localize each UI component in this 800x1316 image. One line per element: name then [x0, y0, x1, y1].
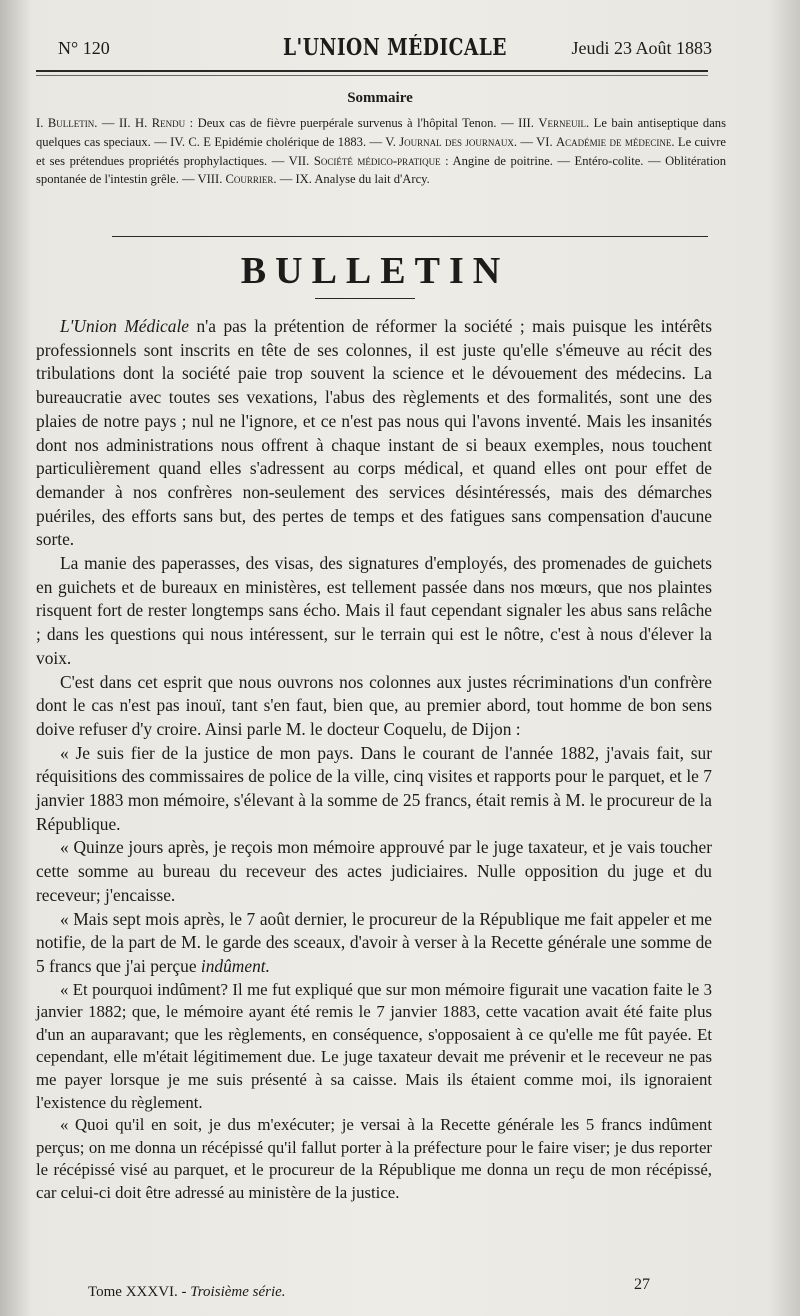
paragraph-3: C'est dans cet esprit que nous ouvrons nos colonnes aux justes récriminations d'un confrère dont le cas n'est pas inouï, tant s'en faut, bien que, au premier abord, tout homme de bon sens doive refuser d'y croire. Ainsi parle M. le docteur Coquelu, de Dijon : — [36, 671, 712, 739]
section-rule — [112, 236, 708, 237]
issue-number: N° 120 — [58, 38, 110, 58]
sommaire-text-part: : Deux cas de fièvre puerpérale survenus à l'hôpital Tenon. — III. — [185, 116, 539, 130]
sommaire-text-part: : Angine de poitrine. — Entéro-colite. — Oblitération spontanée de l'intestin grêle. — VIII. — [36, 153, 726, 187]
sommaire-text-part: . — IX. Analyse du lait d'Arcy. — [273, 172, 430, 187]
journal-title: L'UNION MÉDICALE — [283, 34, 507, 61]
header-rule-thin — [36, 75, 708, 76]
page-header — [58, 34, 712, 66]
series-text: Troisième série. — [190, 1284, 286, 1300]
sommaire-section-name: Journal des journaux — [399, 134, 514, 149]
paragraph-1-text: n'a pas la prétention de réformer la société ; mais puisque les intérêts professionnels sont inscrits en tête de ses colonnes, il est juste qu'elle s'émeuve au récit des tribulations dont la société paie trop souvent la science et le dévouement des médecins. La bureaucratie avec toutes ses vexations, l'abus des règlements et des formalités, sont une des plaies de notre pays ; nul ne l'ignore, et ce n'est pas nous qui l'avons inventé. Mais les insanités dont nos administrations nous offrent à chaque instant de si beaux exemples, nous touchent particulièrement quand elles s'adressent au corps médical, et quand elles ont pour effet de demander à nos confrères non-seulement des services désintéressés, mais des démarches puériles, des efforts sans but, des pertes de temps et des fatigues sans compensation d'aucune sorte. — [36, 316, 712, 550]
sommaire-text-part: . — II. H. — [94, 116, 152, 130]
paragraph-2: La manie des paperasses, des visas, des signatures d'employés, des promenades de guichets en guichets et de bureaux en ministères, est tellement passée dans nos mœurs, que nos plaintes risquent fort de rester longtemps sans écho. Mais il faut cependant signaler les abus sans relâche ; dans les questions qui nous intéressent, sur le terrain qui est le nôtre, c'est à nous d'élever la voix. — [36, 553, 712, 668]
paragraph-8: « Quoi qu'il en soit, je dus m'exécuter; je versai à la Recette générale les 5 francs indûment perçus; on me donna un récépissé qu'il fallut porter à la préfecture pour le faire viser; je dus reporter le récépissé visé au parquet, et le procureur de la République me donna un reçu de mon récépissé, car celui-ci doit être adressé au ministère de la justice. — [36, 1115, 712, 1203]
paragraph-5: « Quinze jours après, je reçois mon mémoire approuvé par le juge taxateur, et je vais toucher cette somme au bureau du receveur des actes judiciaires. Nulle opposition du juge et du receveur; j'encaisse. — [36, 837, 712, 905]
sommaire-text-part: I. — [36, 116, 48, 130]
page-footer — [88, 1276, 650, 1304]
header-rule — [36, 70, 708, 72]
sommaire-section-name: Société médico-pratique — [313, 153, 441, 168]
sommaire-text-part: . — VI. — [513, 134, 556, 149]
paragraph-6-italic: indûment. — [200, 955, 270, 976]
sommaire-text — [36, 114, 726, 189]
issue-date: Jeudi 23 Août 1883 — [571, 38, 712, 58]
sommaire-text-part: . Le cuivre et ses prétendues propriétés prophylactiques. — VII. — [36, 134, 726, 168]
tome-text: Tome XXXVI. - — [88, 1284, 191, 1300]
sommaire-section-name: Rendu — [151, 116, 186, 130]
sommaire-section-name: Bulletin — [47, 116, 95, 130]
volume-info — [88, 1284, 286, 1301]
sommaire-text-part: . Le bain antiseptique dans quelques cas speciaux. — IV. C. E Epidémie cholérique de 1883. — V. — [36, 116, 726, 149]
journal-name-italic: L'Union Médicale — [60, 316, 190, 336]
paragraph-1 — [36, 315, 712, 552]
paragraph-6 — [36, 908, 712, 979]
sommaire-section-name: Courrier — [225, 172, 274, 187]
paragraph-6-text: « Mais sept mois après, le 7 août dernier, le procureur de la République me fait appeler et me notifie, de la part de M. le garde des sceaux, d'avoir à verser à la Recette générale une somme de 5 francs que j'ai perçue — [36, 908, 712, 976]
article-body — [36, 315, 712, 1205]
sommaire-section-name: Verneuil — [538, 116, 586, 130]
sommaire-title: Sommaire — [347, 90, 413, 106]
page-number: 27 — [634, 1276, 650, 1293]
sommaire-section-name: Académie de médecine — [556, 134, 672, 149]
title-underline — [315, 298, 415, 299]
paragraph-4: « Je suis fier de la justice de mon pays. Dans le courant de l'année 1882, j'avais fait, sur réquisitions des commissaires de police de la ville, cinq visites et rapports pour le parquet, et le 7 janvier 1883 mon mémoire, s'élevant à la somme de 25 francs, était remis à M. le procureur de la République. — [36, 742, 712, 834]
paragraph-7: « Et pourquoi indûment? Il me fut expliqué que sur mon mémoire figurait une vacation faite le 3 janvier 1882; que, le mémoire ayant été remis le 7 janvier 1883, cette vacation avait été faite plus d'un an auparavant; que les règlements, en conséquence, s'opposaient à ce qu'elle me fût payée. Et cependant, elle m'était légitimement due. Le juge taxateur devait me prévenir et le receveur ne pas me payer lorsque je me suis présenté à sa caisse. Mais ils étaient comme moi, ils ignoraient l'existence du règlement. — [36, 979, 712, 1112]
section-title: BULLETIN — [240, 250, 510, 292]
